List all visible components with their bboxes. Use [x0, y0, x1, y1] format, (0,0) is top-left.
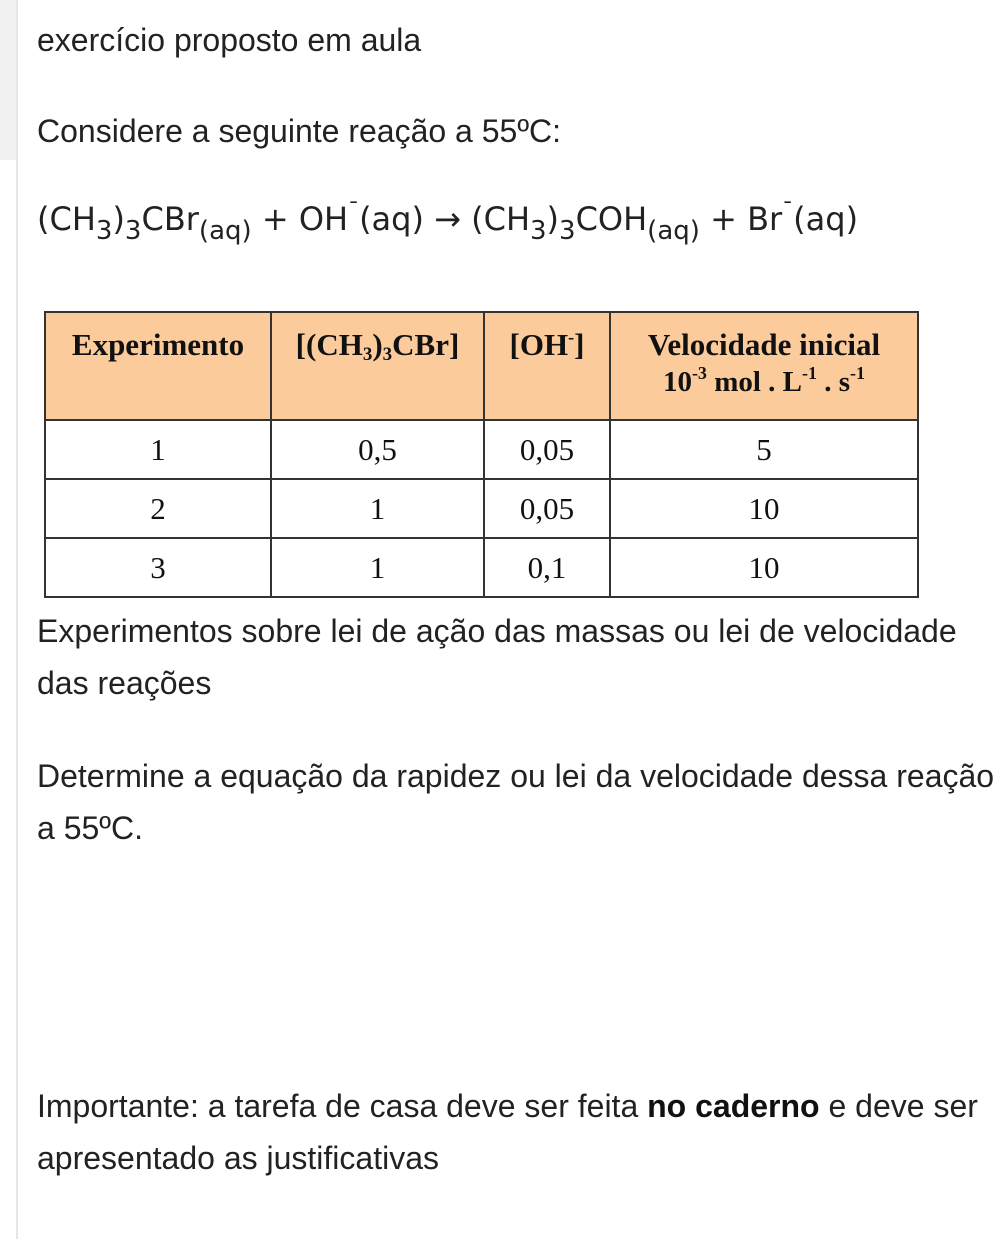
question-text: Determine a equação da rapidez ou lei da velocidade dessa reação a 55ºC. [37, 758, 995, 846]
left-border [0, 0, 18, 1239]
experiment-table [44, 311, 919, 598]
consider-text: Considere a seguinte reação a 55ºC: [37, 113, 562, 149]
header-initial-rate: Velocidade inicial $10^{-3}$ mol . $L^{-1}$ . $s^{-1}$ [610, 312, 918, 420]
cell-experiment: 1 [45, 420, 271, 479]
cell-rate: 10 [610, 479, 918, 538]
reactant-1: $(CH_3)_3CBr_{(aq)}$ [37, 200, 252, 246]
product-2: Br¯(aq) [747, 199, 859, 238]
table-caption: Experimentos sobre lei de ação das massas ou lei de velocidade das reações [37, 613, 957, 701]
cell-experiment: 3 [45, 538, 271, 597]
cell-conc-ch3cbr: 1 [271, 538, 484, 597]
table-row [45, 479, 918, 538]
exercise-title: exercício proposto em aula [37, 22, 422, 58]
reaction-equation [37, 199, 859, 246]
cell-conc-oh: 0,05 [484, 420, 610, 479]
product-1: $(CH_3)_3COH_{(aq)}$ [471, 200, 700, 246]
cell-rate: 10 [610, 538, 918, 597]
cell-experiment: 2 [45, 479, 271, 538]
table-row [45, 538, 918, 597]
header-conc-oh: [OH-] [484, 312, 610, 420]
cell-conc-ch3cbr: 0,5 [271, 420, 484, 479]
data-table-image [44, 311, 919, 598]
cell-conc-oh: 0,05 [484, 479, 610, 538]
cell-conc-oh: 0,1 [484, 538, 610, 597]
plus-sign: + [251, 200, 299, 238]
table-header-row [45, 312, 918, 420]
rate-unit: $10^{-3}$ mol . $L^{-1}$ . $s^{-1}$ [662, 363, 866, 398]
left-border-shade [0, 0, 16, 160]
table-row [45, 420, 918, 479]
cell-conc-ch3cbr: 1 [271, 479, 484, 538]
emphasis-notebook: no caderno [647, 1088, 820, 1124]
important-note: Importante: a tarefa de casa deve ser feita no caderno e deve ser apresentado as justificativas [37, 1088, 978, 1176]
reactant-2: OH¯(aq) [298, 199, 424, 238]
header-experiment: Experimento [45, 312, 271, 420]
plus-sign: + [699, 200, 748, 238]
cell-rate: 5 [610, 420, 918, 479]
header-conc-ch3cbr: $[(CH_3)_3CBr]$ [271, 312, 484, 420]
reaction-arrow: → [423, 200, 472, 238]
